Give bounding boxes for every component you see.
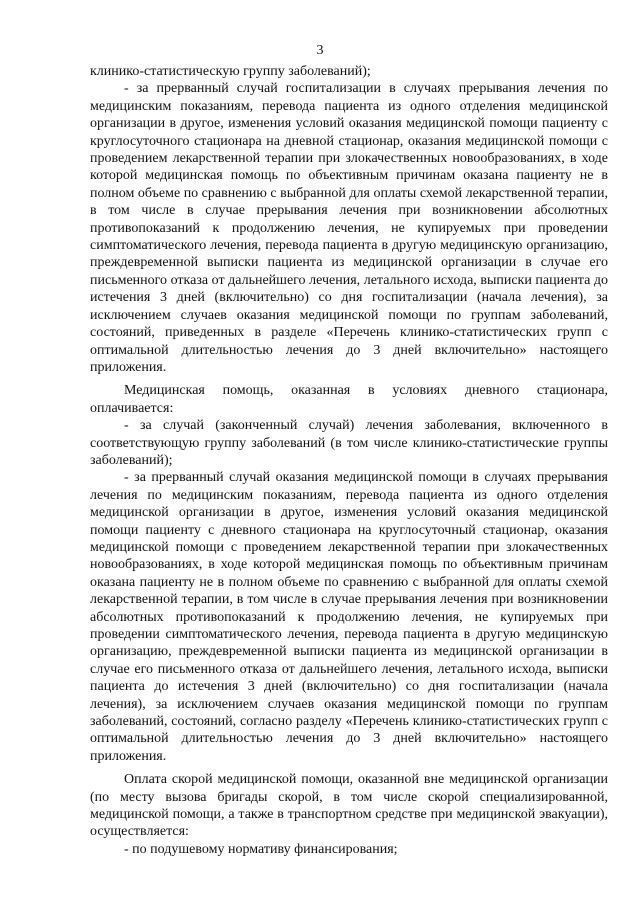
paragraph-day-hospital-intro: Медицинская помощь, оказанная в условиях дневного стационара, оплачивается: [90, 383, 608, 416]
page-number: 3 [316, 43, 324, 58]
paragraph-emergency-payment: Оплата скорой медицинской помощи, оказанной вне медицинской организации (по месту вызова бригады скорой, в том числе скорой специализированной, медицинской помощи, а также в транспортном средстве при медицинской эвакуации), осуществляется: [90, 772, 608, 840]
paragraph-interrupted-hospitalization: - за прерванный случай госпитализации в случаях прерывания лечения по медицинским показаниям, перевода пациента из одного отделения медицинской организации в другое, изменения условий оказания медицинской помощи пациенту с круглосуточного стационара на дневной стационар, оказания медицинской помощи с проведением лекарственной терапии при злокачественных новообразованиях, в ходе которой медицинская помощь по объективным причинам оказана пациенту не в полном объеме по сравнению с выбранной для оплаты схемой лекарственной терапии, в том числе в случае прерывания лечения при возникновении абсолютных противопоказаний к продолжению лечения, не купируемых при проведении симптоматического лечения, перевода пациента в другую медицинскую организацию, преждевременной выписки пациента из медицинской организации в случае его письменного отказа от дальнейшего лечения, летального исхода, выписки пациента до истечения 3 дней (включительно) со дня госпитализации (начала лечения), за исключением случаев оказания медицинской помощи по группам заболеваний, состояний, приведенных в разделе «Перечень клинико-статистических групп с оптимальной длительностью лечения до 3 дней включительно» настоящего приложения. [90, 81, 608, 375]
paragraph-interrupted-day-care: - за прерванный случай оказания медицинской помощи в случаях прерывания лечения по медицинским показаниям, перевода пациента из одного отделения медицинской организации в другое, изменения условий оказания медицинской помощи пациенту с дневного стационара на круглосуточный стационар, оказания медицинской помощи с проведением лекарственной терапии при злокачественных новообразованиях, в ходе которой медицинская помощь по объективным причинам оказана пациенту не в полном объеме по сравнению с выбранной для оплаты схемой лекарственной терапии, в том числе в случае прерывания лечения при возникновении абсолютных противопоказаний к продолжению лечения, не купируемых при проведении симптоматического лечения, перевода пациента в другую медицинскую организацию, преждевременной выписки пациента из медицинской организации в случае его письменного отказа от дальнейшего лечения, летального исхода, выписки пациента до истечения 3 дней (включительно) со дня госпитализации (начала лечения), за исключением случаев оказания медицинской помощи по группам заболеваний, состояний, согласно разделу «Перечень клинико-статистических групп с оптимальной длительностью лечения до 3 дней включительно» настоящего приложения. [90, 470, 608, 764]
paragraph-continuation: клинико-статистическую группу заболеваний); [90, 64, 371, 79]
document-body [90, 63, 608, 858]
paragraph-per-capita: - по подушевому нормативу финансирования; [124, 841, 398, 857]
paragraph-completed-case: - за случай (законченный случай) лечения заболевания, включенного в соответствующую группу заболеваний (в том числе клинико-статистические группы заболеваний); [90, 418, 608, 468]
